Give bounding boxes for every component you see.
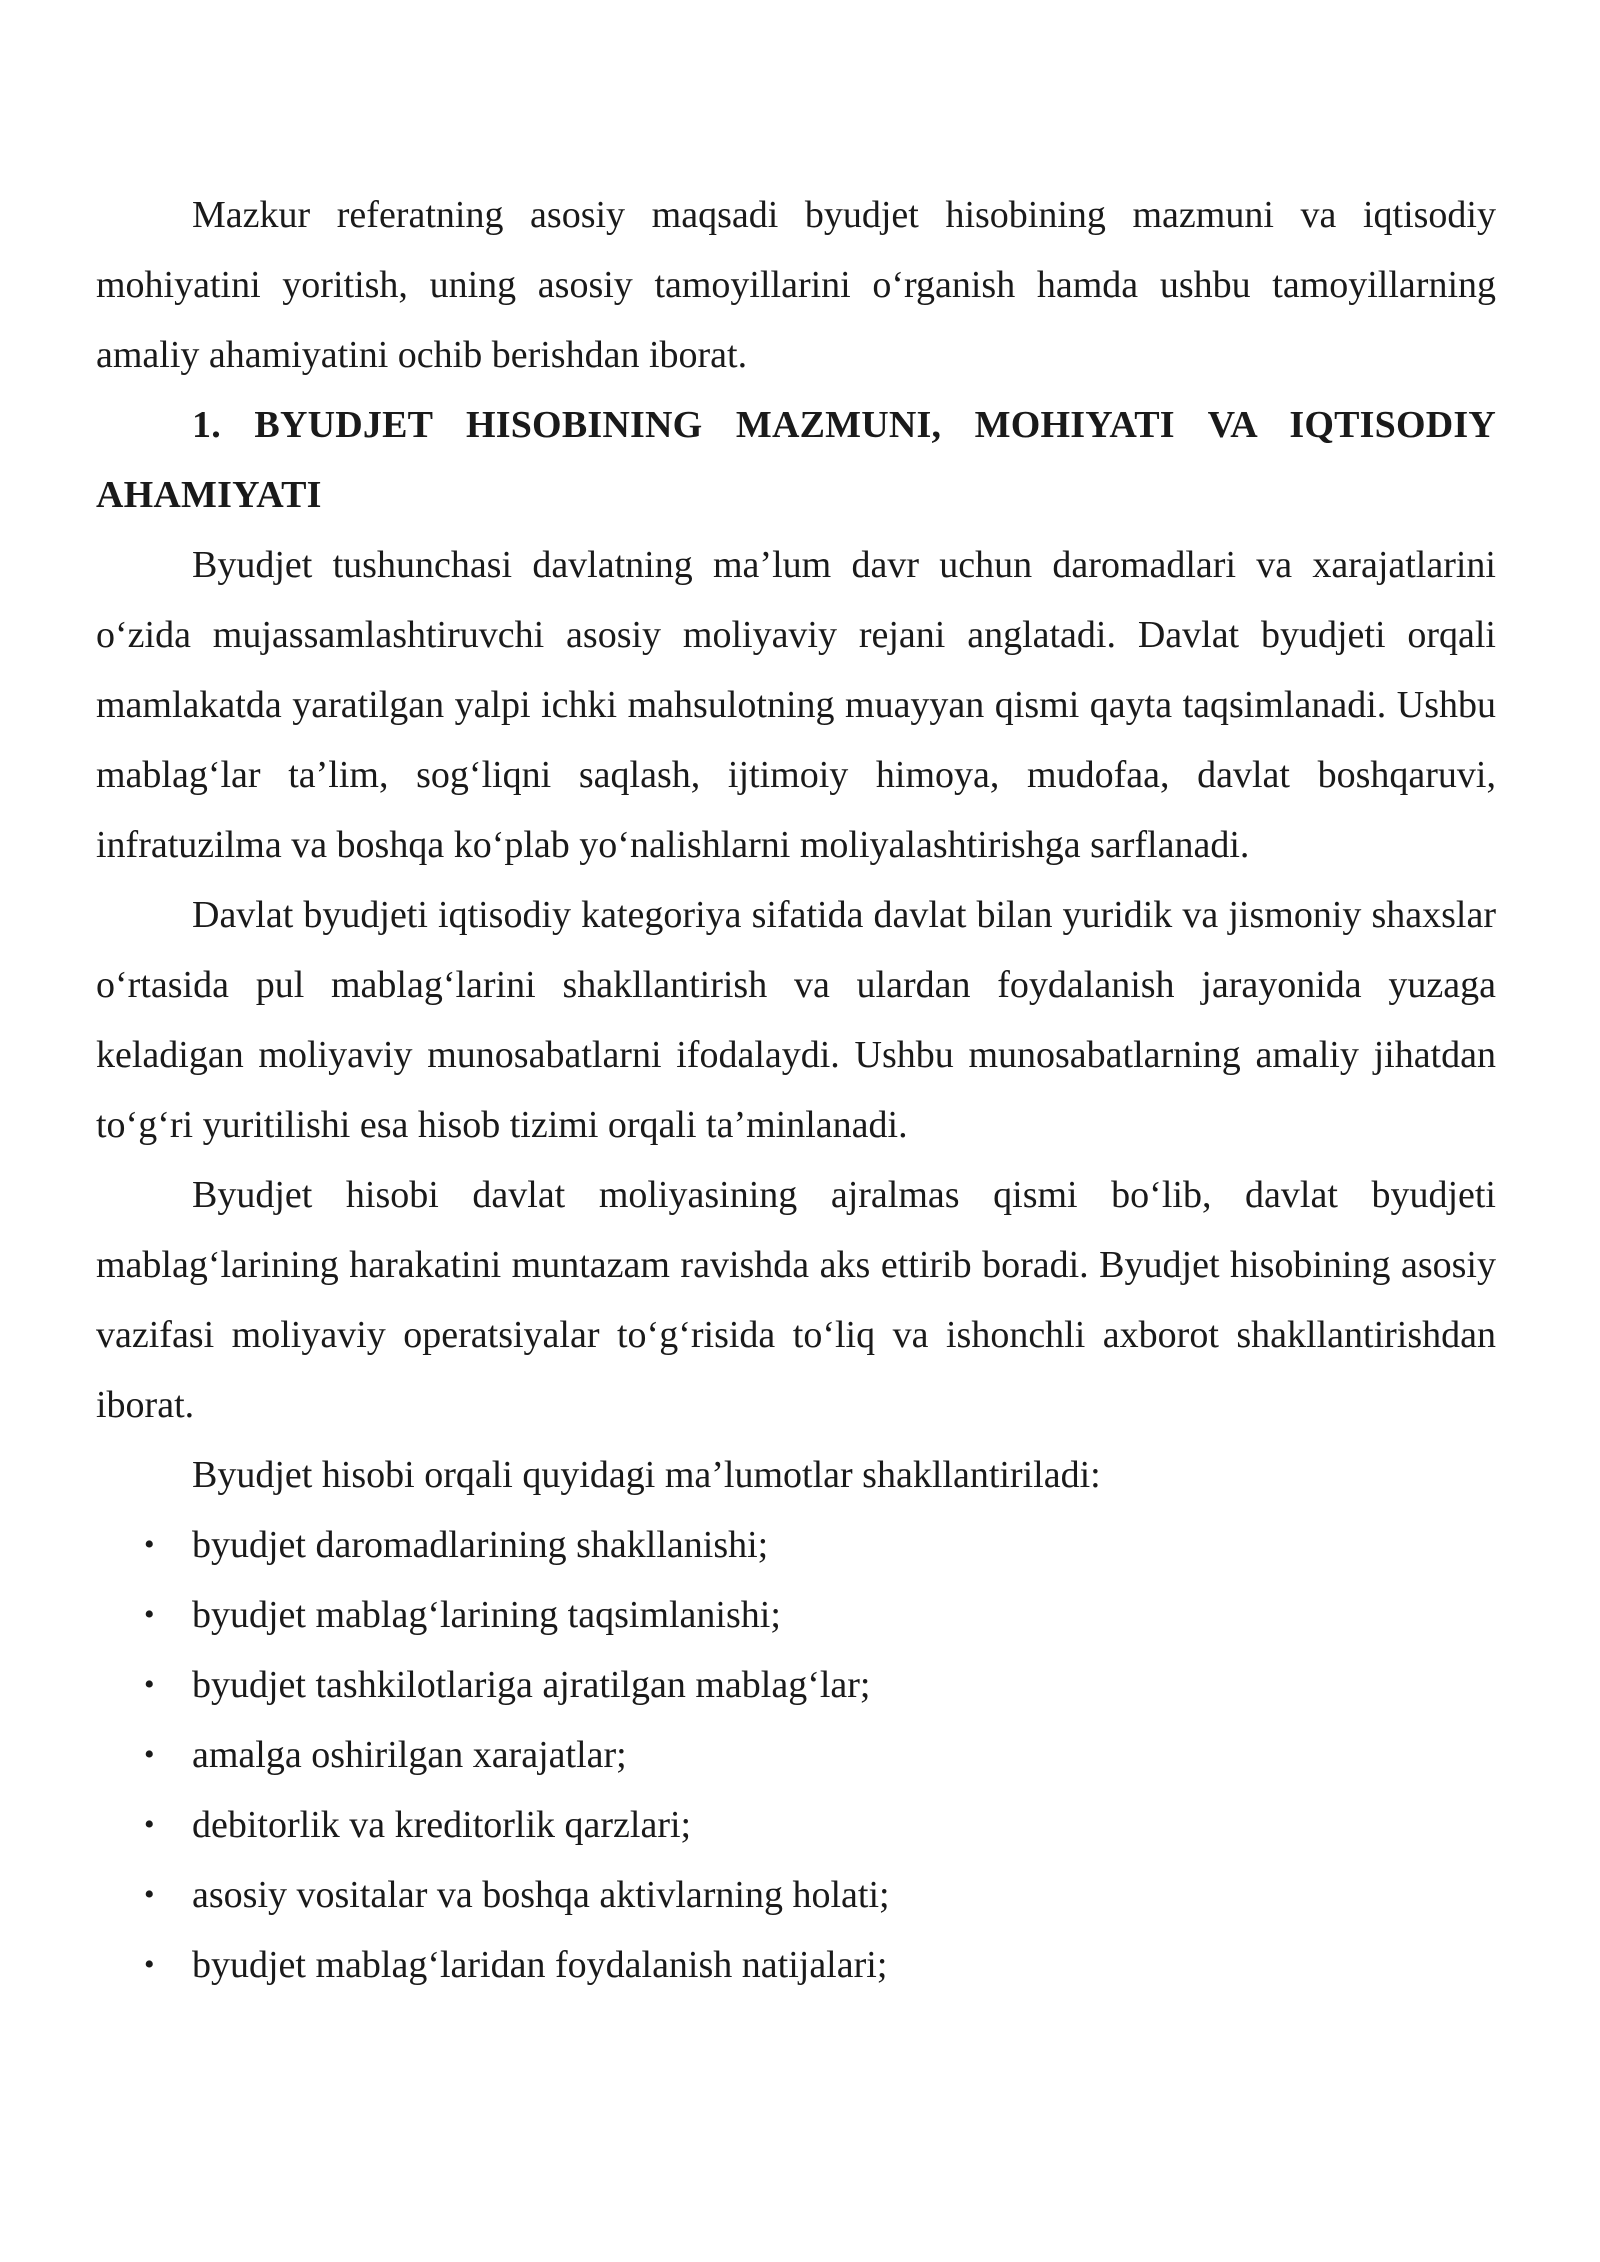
list-item-text: asosiy vositalar va boshqa aktivlarning holati; (192, 1874, 890, 1916)
bullet-icon: • (144, 1668, 155, 1701)
list-item (96, 1580, 1496, 1650)
list-item (96, 1650, 1496, 1720)
bullet-icon: • (144, 1948, 155, 1981)
list-item (96, 1720, 1496, 1790)
list-item (96, 1510, 1496, 1580)
list-item-text: byudjet mablag‘larining taqsimlanishi; (192, 1594, 781, 1636)
document-page (96, 180, 1496, 2000)
bullet-icon: • (144, 1528, 155, 1561)
body-paragraph: Byudjet hisobi davlat moliyasining ajralmas qismi bo‘lib, davlat byudjeti mablag‘larining harakatini muntazam ravishda aks ettirib boradi. Byudjet hisobining asosiy vazifasi moliyaviy operatsiyalar to‘g‘risida to‘liq va ishonchli axborot shakllantirishdan iborat. (96, 1174, 1496, 1426)
bullet-icon: • (144, 1598, 155, 1631)
bullet-list (96, 1510, 1496, 2000)
section-heading: 1. BYUDJET HISOBINING MAZMUNI, MOHIYATI VA IQTISODIY AHAMIYATI (96, 404, 1496, 516)
bullet-icon: • (144, 1738, 155, 1771)
intro-paragraph: Mazkur referatning asosiy maqsadi byudjet hisobining mazmuni va iqtisodiy mohiyatini yoritish, uning asosiy tamoyillarini o‘rganish hamda ushbu tamoyillarning amaliy ahamiyatini ochib berishdan iborat. (96, 194, 1496, 376)
list-item-text: byudjet daromadlarining shakllanishi; (192, 1524, 769, 1566)
bullet-icon: • (144, 1808, 155, 1841)
list-item (96, 1930, 1496, 2000)
list-item-text: byudjet tashkilotlariga ajratilgan mablag‘lar; (192, 1664, 871, 1706)
list-item (96, 1860, 1496, 1930)
bullet-icon: • (144, 1878, 155, 1911)
body-paragraph: Davlat byudjeti iqtisodiy kategoriya sifatida davlat bilan yuridik va jismoniy shaxslar o‘rtasida pul mablag‘larini shakllantirish va ulardan foydalanish jarayonida yuzaga keladigan moliyaviy munosabatlarni ifodalaydi. Ushbu munosabatlarning amaliy jihatdan to‘g‘ri yuritilishi esa hisob tizimi orqali ta’minlanadi. (96, 894, 1496, 1146)
list-intro-paragraph: Byudjet hisobi orqali quyidagi ma’lumotlar shakllantiriladi: (192, 1454, 1101, 1496)
list-item-text: amalga oshirilgan xarajatlar; (192, 1734, 627, 1776)
list-item-text: byudjet mablag‘laridan foydalanish natijalari; (192, 1944, 888, 1986)
list-item-text: debitorlik va kreditorlik qarzlari; (192, 1804, 692, 1846)
body-paragraph: Byudjet tushunchasi davlatning ma’lum davr uchun daromadlari va xarajatlarini o‘zida mujassamlashtiruvchi asosiy moliyaviy rejani anglatadi. Davlat byudjeti orqali mamlakatda yaratilgan yalpi ichki mahsulotning muayyan qismi qayta taqsimlanadi. Ushbu mablag‘lar ta’lim, sog‘liqni saqlash, ijtimoiy himoya, mudofaa, davlat boshqaruvi, infratuzilma va boshqa ko‘plab yo‘nalishlarni moliyalashtirishga sarflanadi. (96, 544, 1496, 866)
list-item (96, 1790, 1496, 1860)
